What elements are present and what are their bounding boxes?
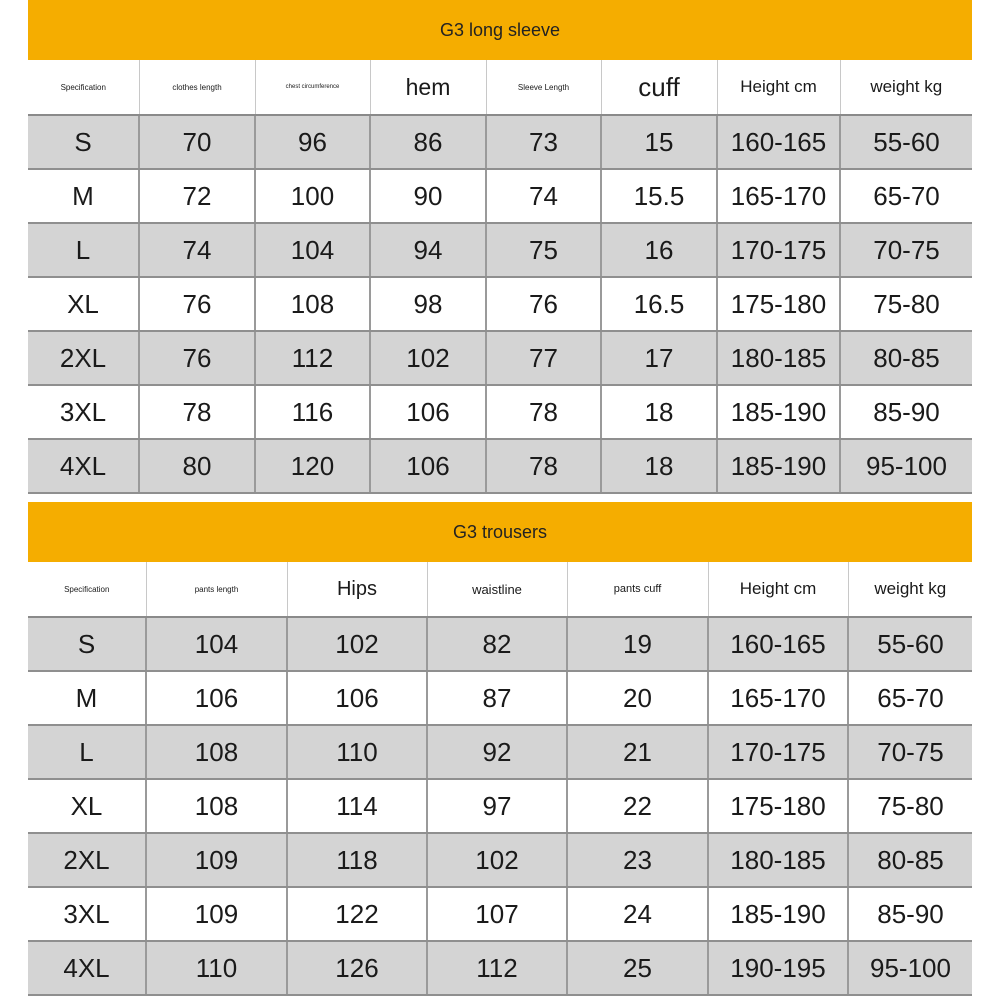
cell-weight: 65-70 — [848, 671, 972, 725]
cell-clothes-length: 76 — [139, 331, 255, 385]
cell-weight: 70-75 — [848, 725, 972, 779]
cell-weight: 70-75 — [840, 223, 972, 277]
cell-weight: 95-100 — [840, 439, 972, 493]
table-row — [28, 617, 972, 671]
cell-weight: 85-90 — [840, 385, 972, 439]
cell-cuff: 16.5 — [601, 277, 717, 331]
cell-pants-cuff: 19 — [567, 617, 708, 671]
table-row — [28, 115, 972, 169]
cell-height: 160-165 — [717, 115, 840, 169]
cell-sleeve-length: 78 — [486, 385, 601, 439]
cell-sleeve-length: 77 — [486, 331, 601, 385]
cell-weight: 55-60 — [848, 617, 972, 671]
cell-height: 160-165 — [708, 617, 848, 671]
header-hips: Hips — [287, 562, 427, 617]
cell-size: 4XL — [28, 439, 139, 493]
cell-chest: 104 — [255, 223, 370, 277]
cell-hips: 114 — [287, 779, 427, 833]
cell-height: 180-185 — [717, 331, 840, 385]
cell-sleeve-length: 75 — [486, 223, 601, 277]
table-row — [28, 725, 972, 779]
header-chest-circumference: chest circumference — [255, 60, 370, 115]
cell-hem: 90 — [370, 169, 486, 223]
table-row — [28, 385, 972, 439]
table-row — [28, 439, 972, 493]
long-sleeve-size-section — [28, 0, 972, 494]
cell-size: 2XL — [28, 331, 139, 385]
cell-waistline: 107 — [427, 887, 567, 941]
header-cuff: cuff — [601, 60, 717, 115]
table-row — [28, 169, 972, 223]
trousers-size-section — [28, 502, 972, 996]
cell-size: L — [28, 223, 139, 277]
cell-cuff: 15 — [601, 115, 717, 169]
header-height: Height cm — [717, 60, 840, 115]
table-row — [28, 779, 972, 833]
cell-waistline: 92 — [427, 725, 567, 779]
cell-hips: 126 — [287, 941, 427, 995]
cell-pants-length: 108 — [146, 779, 287, 833]
cell-size: XL — [28, 277, 139, 331]
cell-hem: 86 — [370, 115, 486, 169]
cell-cuff: 18 — [601, 385, 717, 439]
header-weight: weight kg — [848, 562, 972, 617]
cell-size: S — [28, 617, 146, 671]
cell-waistline: 97 — [427, 779, 567, 833]
cell-height: 180-185 — [708, 833, 848, 887]
cell-height: 170-175 — [717, 223, 840, 277]
cell-pants-cuff: 25 — [567, 941, 708, 995]
cell-sleeve-length: 78 — [486, 439, 601, 493]
cell-weight: 85-90 — [848, 887, 972, 941]
cell-size: XL — [28, 779, 146, 833]
table-row — [28, 671, 972, 725]
cell-chest: 100 — [255, 169, 370, 223]
cell-pants-length: 104 — [146, 617, 287, 671]
cell-cuff: 15.5 — [601, 169, 717, 223]
table-row — [28, 277, 972, 331]
trousers-title: G3 trousers — [28, 502, 972, 562]
cell-pants-cuff: 24 — [567, 887, 708, 941]
table-row — [28, 833, 972, 887]
cell-height: 175-180 — [717, 277, 840, 331]
cell-size: M — [28, 671, 146, 725]
cell-waistline: 82 — [427, 617, 567, 671]
cell-hips: 118 — [287, 833, 427, 887]
cell-height: 165-170 — [717, 169, 840, 223]
cell-pants-length: 110 — [146, 941, 287, 995]
cell-height: 175-180 — [708, 779, 848, 833]
cell-hips: 122 — [287, 887, 427, 941]
table-row — [28, 887, 972, 941]
long-sleeve-title: G3 long sleeve — [28, 0, 972, 60]
table-row — [28, 331, 972, 385]
cell-size: 4XL — [28, 941, 146, 995]
cell-pants-cuff: 21 — [567, 725, 708, 779]
cell-cuff: 17 — [601, 331, 717, 385]
cell-pants-length: 109 — [146, 887, 287, 941]
cell-pants-length: 106 — [146, 671, 287, 725]
cell-waistline: 102 — [427, 833, 567, 887]
cell-weight: 55-60 — [840, 115, 972, 169]
cell-waistline: 112 — [427, 941, 567, 995]
cell-size: 2XL — [28, 833, 146, 887]
cell-hips: 110 — [287, 725, 427, 779]
cell-cuff: 18 — [601, 439, 717, 493]
cell-sleeve-length: 76 — [486, 277, 601, 331]
cell-size: 3XL — [28, 887, 146, 941]
header-sleeve-length: Sleeve Length — [486, 60, 601, 115]
header-height: Height cm — [708, 562, 848, 617]
header-specification: Specification — [28, 562, 146, 617]
header-pants-cuff: pants cuff — [567, 562, 708, 617]
header-waistline: waistline — [427, 562, 567, 617]
cell-sleeve-length: 73 — [486, 115, 601, 169]
cell-size: 3XL — [28, 385, 139, 439]
cell-sleeve-length: 74 — [486, 169, 601, 223]
cell-hem: 106 — [370, 385, 486, 439]
cell-height: 165-170 — [708, 671, 848, 725]
trousers-size-table — [28, 562, 972, 996]
cell-height: 185-190 — [717, 439, 840, 493]
cell-clothes-length: 70 — [139, 115, 255, 169]
cell-pants-length: 108 — [146, 725, 287, 779]
cell-hem: 94 — [370, 223, 486, 277]
cell-weight: 80-85 — [848, 833, 972, 887]
cell-hips: 102 — [287, 617, 427, 671]
table-row — [28, 941, 972, 995]
long-sleeve-size-table — [28, 60, 972, 494]
cell-pants-length: 109 — [146, 833, 287, 887]
table-header-row — [28, 562, 972, 617]
cell-height: 185-190 — [717, 385, 840, 439]
cell-waistline: 87 — [427, 671, 567, 725]
cell-hips: 106 — [287, 671, 427, 725]
cell-weight: 80-85 — [840, 331, 972, 385]
table-header-row — [28, 60, 972, 115]
cell-chest: 120 — [255, 439, 370, 493]
cell-chest: 108 — [255, 277, 370, 331]
cell-weight: 75-80 — [848, 779, 972, 833]
cell-clothes-length: 78 — [139, 385, 255, 439]
cell-height: 190-195 — [708, 941, 848, 995]
cell-hem: 106 — [370, 439, 486, 493]
cell-height: 170-175 — [708, 725, 848, 779]
cell-weight: 75-80 — [840, 277, 972, 331]
cell-hem: 98 — [370, 277, 486, 331]
cell-clothes-length: 80 — [139, 439, 255, 493]
header-weight: weight kg — [840, 60, 972, 115]
cell-hem: 102 — [370, 331, 486, 385]
cell-chest: 96 — [255, 115, 370, 169]
cell-chest: 112 — [255, 331, 370, 385]
cell-pants-cuff: 20 — [567, 671, 708, 725]
header-pants-length: pants length — [146, 562, 287, 617]
cell-size: M — [28, 169, 139, 223]
cell-size: L — [28, 725, 146, 779]
cell-pants-cuff: 23 — [567, 833, 708, 887]
cell-clothes-length: 72 — [139, 169, 255, 223]
cell-chest: 116 — [255, 385, 370, 439]
cell-clothes-length: 74 — [139, 223, 255, 277]
header-hem: hem — [370, 60, 486, 115]
header-specification: Specification — [28, 60, 139, 115]
cell-weight: 65-70 — [840, 169, 972, 223]
table-row — [28, 223, 972, 277]
cell-pants-cuff: 22 — [567, 779, 708, 833]
cell-cuff: 16 — [601, 223, 717, 277]
cell-height: 185-190 — [708, 887, 848, 941]
cell-size: S — [28, 115, 139, 169]
cell-weight: 95-100 — [848, 941, 972, 995]
cell-clothes-length: 76 — [139, 277, 255, 331]
header-clothes-length: clothes length — [139, 60, 255, 115]
